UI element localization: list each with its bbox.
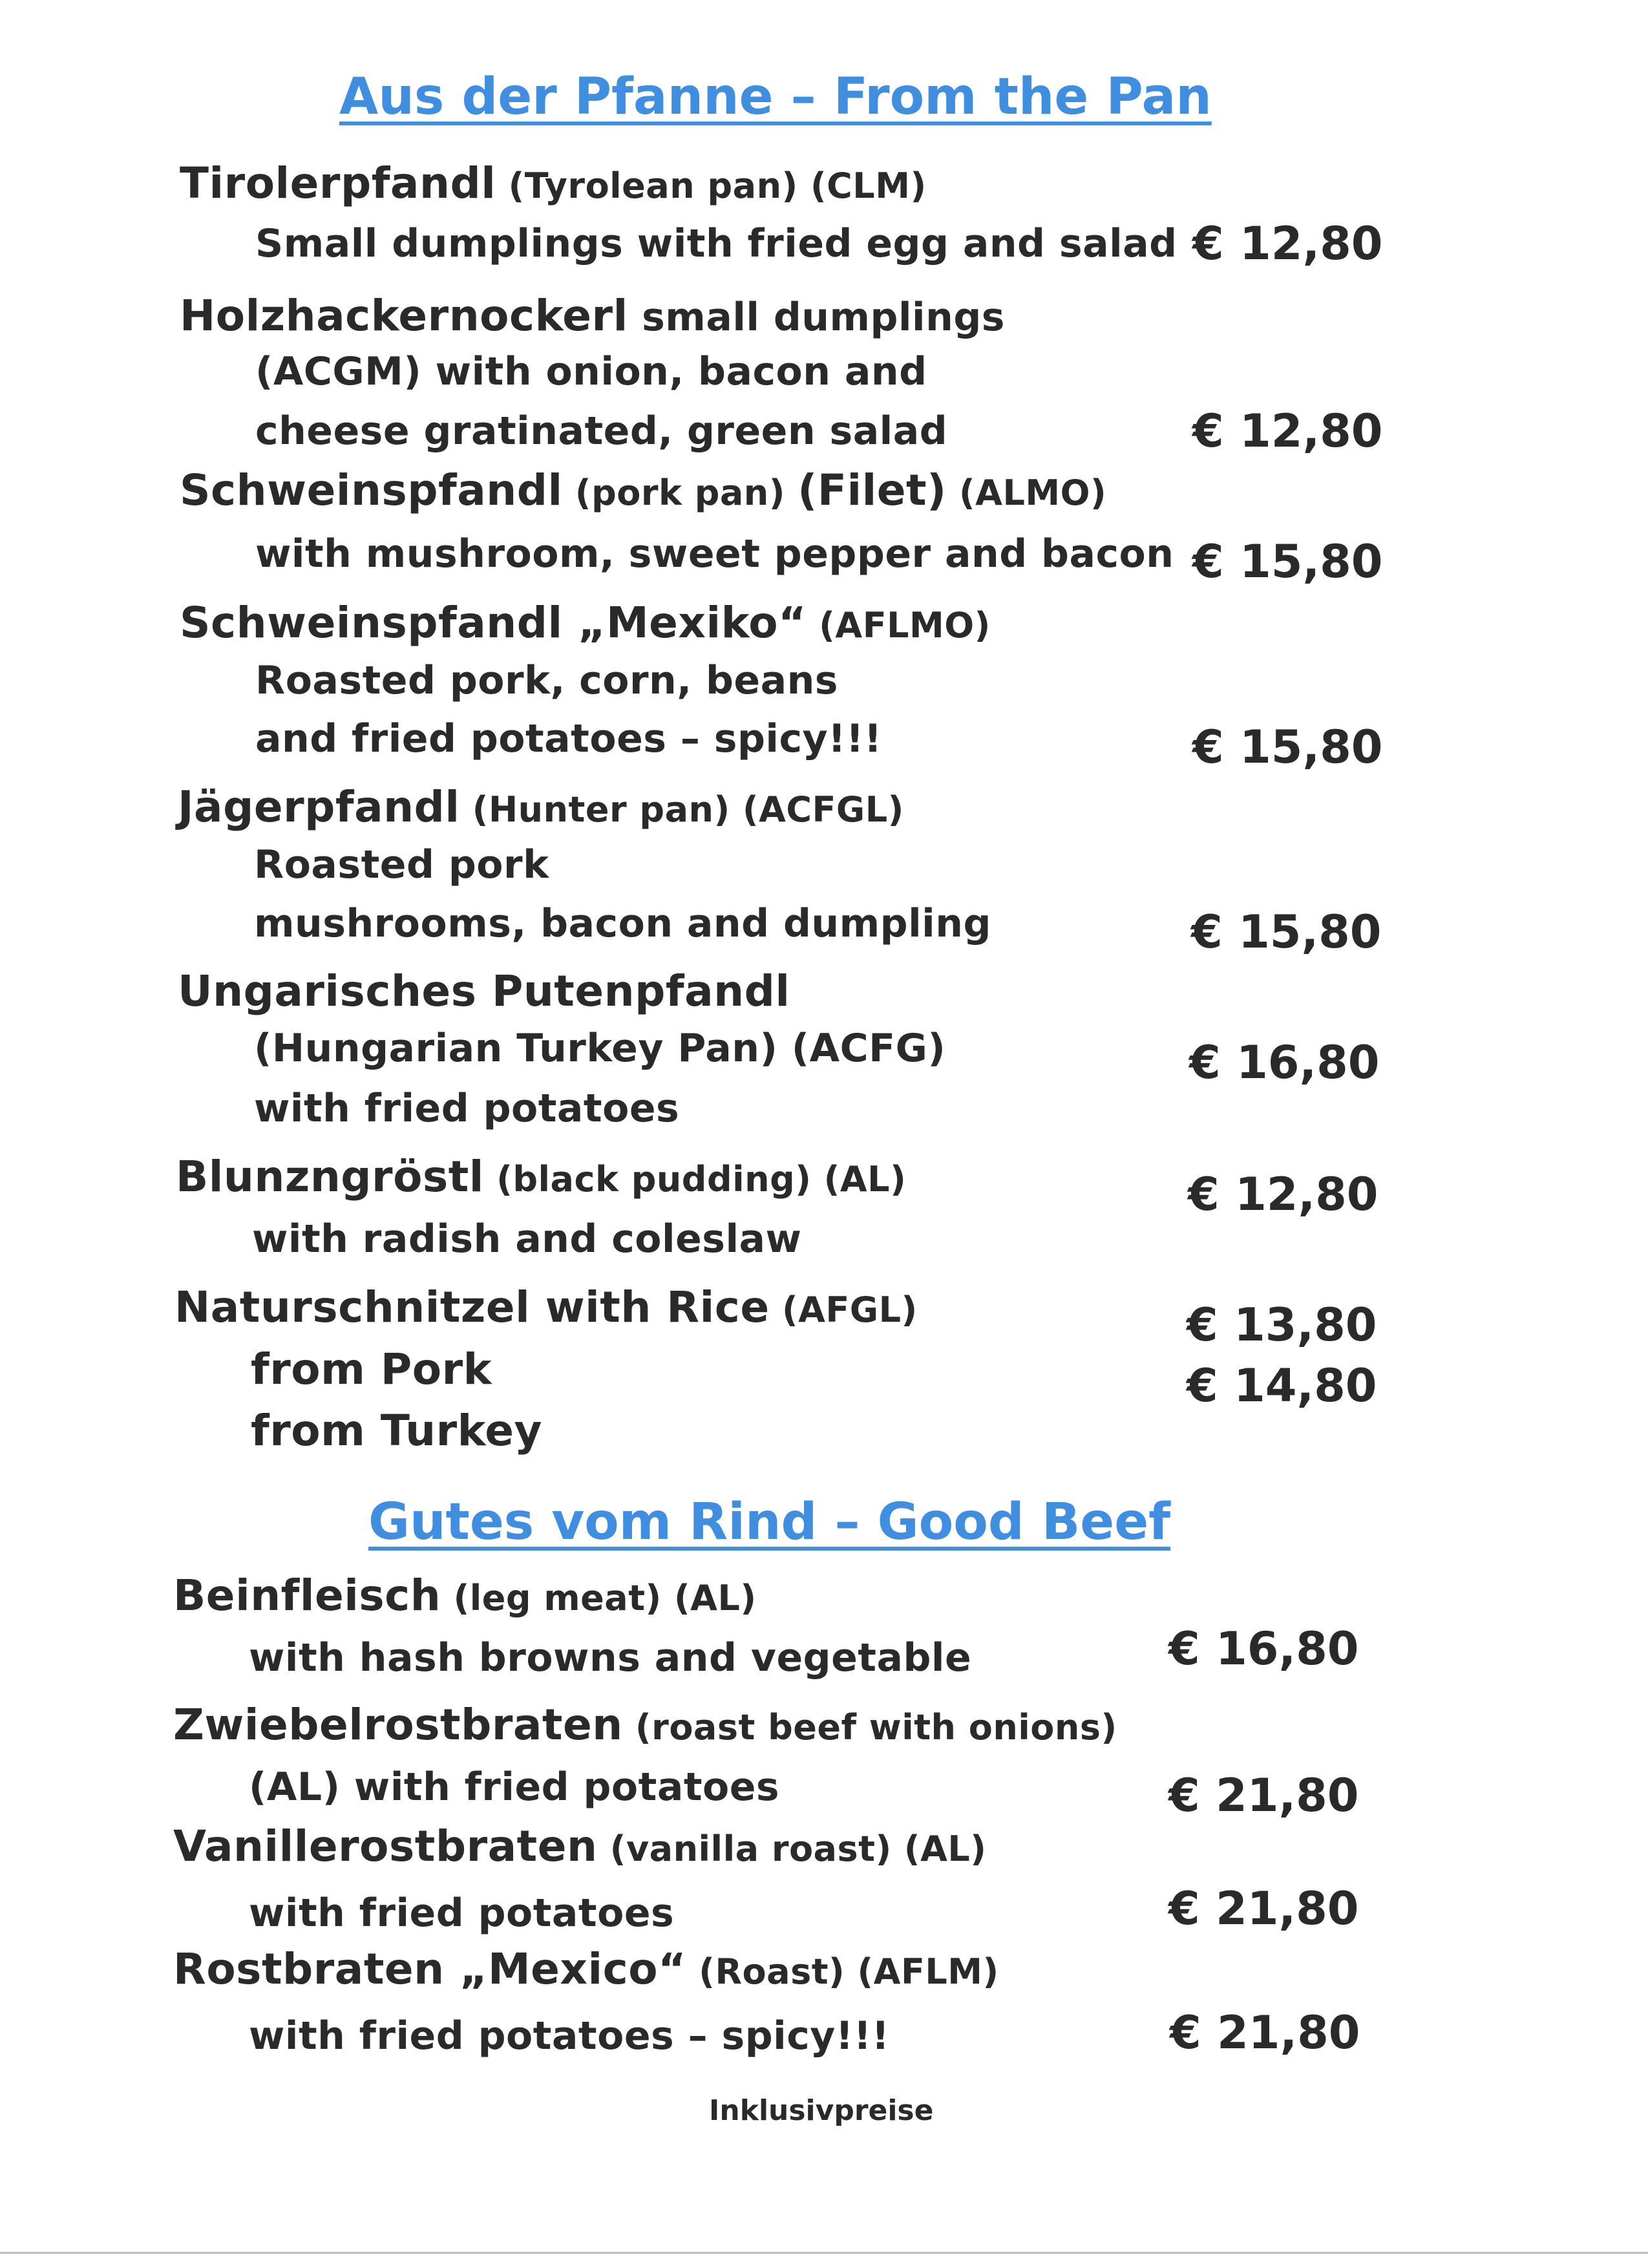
dish-description: and fried potatoes – spicy!!! — [255, 716, 882, 761]
dish-description: (AL) with fried potatoes — [249, 1765, 780, 1810]
dish-name: Ungarisches Putenpfandl — [178, 966, 790, 1016]
dish-extra: small dumplings — [628, 295, 1005, 340]
dish-description: Roasted pork, corn, beans — [255, 658, 839, 703]
dish-extra: (AFLMO) — [806, 605, 991, 646]
menu-item-name — [173, 1571, 757, 1620]
dish-name: Rostbraten „Mexico“ — [173, 1944, 686, 1994]
dish-description: Roasted pork — [254, 842, 549, 887]
price: € 15,80 — [1191, 906, 1382, 959]
dish-extra: (pork pan) — [562, 472, 798, 513]
section-heading-beef: Gutes vom Rind – Good Beef — [368, 1493, 1171, 1551]
dish-description: from Pork — [251, 1344, 492, 1394]
menu-item-name — [180, 598, 991, 648]
dish-name: Blunzngröstl — [176, 1152, 484, 1202]
price: € 15,80 — [1192, 535, 1383, 588]
dish-extra: (vanilla roast) (AL) — [597, 1828, 987, 1869]
dish-name: Vanillerostbraten — [173, 1821, 598, 1871]
dish-name: Naturschnitzel with Rice — [174, 1282, 770, 1332]
dish-description: with fried potatoes – spicy!!! — [249, 2013, 890, 2059]
dish-extra: (leg meat) (AL) — [441, 1578, 757, 1618]
menu-item-name — [180, 291, 1005, 341]
dish-description: (ACGM) with onion, bacon and — [255, 349, 927, 394]
dish-description: from Turkey — [251, 1406, 543, 1456]
dish-description: with radish and coleslaw — [252, 1216, 802, 1262]
dish-name: Jägerpfandl — [178, 782, 460, 832]
dish-description: Small dumplings with fried egg and salad — [255, 221, 1178, 266]
dish-description: cheese gratinated, green salad — [255, 408, 948, 454]
dish-extra: (black pudding) (AL) — [483, 1159, 907, 1200]
scan-edge-line — [0, 2252, 1648, 2254]
footer-note: Inklusivpreise — [709, 2094, 934, 2127]
dish-name: Beinfleisch — [173, 1571, 441, 1620]
price: € 16,80 — [1189, 1036, 1380, 1089]
price: € 21,80 — [1168, 1882, 1359, 1935]
price: € 13,80 — [1187, 1298, 1377, 1351]
menu-item-name — [178, 966, 790, 1016]
dish-extra: (Hunter pan) (ACFGL) — [460, 789, 904, 830]
dish-description: with hash browns and vegetable — [249, 1635, 972, 1680]
section-heading-pan: Aus der Pfanne – From the Pan — [339, 68, 1212, 126]
menu-item-name — [176, 1152, 906, 1202]
menu-item-name — [178, 782, 904, 832]
menu-item-name — [180, 465, 1106, 515]
price: € 12,80 — [1192, 405, 1383, 458]
dish-extra: (Filet) — [798, 465, 947, 515]
price: € 15,80 — [1192, 721, 1383, 774]
price: € 12,80 — [1192, 217, 1383, 270]
dish-extra: (roast beef with onions) — [622, 1707, 1117, 1748]
dish-extra: (ALMO) — [946, 472, 1107, 513]
dish-name: Tirolerpfandl — [180, 158, 496, 208]
menu-item-name — [180, 158, 927, 208]
dish-name: Zwiebelrostbraten — [173, 1700, 623, 1750]
menu-item-name — [173, 1700, 1117, 1750]
dish-extra: (Roast) (AFLM) — [686, 1951, 999, 1992]
menu-item-name — [173, 1821, 986, 1871]
dish-name: Schweinspfandl „Mexiko“ — [180, 598, 807, 648]
price: € 21,80 — [1170, 2006, 1360, 2059]
dish-description: with fried potatoes — [249, 1891, 675, 1936]
dish-name: Holzhackernockerl — [180, 291, 628, 341]
dish-extra: (AFGL) — [769, 1289, 918, 1330]
price: € 16,80 — [1168, 1622, 1359, 1675]
dish-name: Schweinspfandl — [180, 465, 563, 515]
dish-description: (Hungarian Turkey Pan) (ACFG) — [254, 1026, 946, 1071]
dish-description: with fried potatoes — [254, 1086, 680, 1131]
menu-item-name — [173, 1944, 999, 1994]
price: € 12,80 — [1188, 1168, 1379, 1221]
dish-description: with mushroom, sweet pepper and bacon — [255, 531, 1174, 577]
dish-extra: (Tyrolean pan) (CLM) — [496, 165, 927, 206]
menu-item-name — [174, 1282, 918, 1332]
price: € 14,80 — [1187, 1359, 1377, 1412]
dish-description: mushrooms, bacon and dumpling — [254, 901, 991, 946]
price: € 21,80 — [1168, 1769, 1359, 1822]
